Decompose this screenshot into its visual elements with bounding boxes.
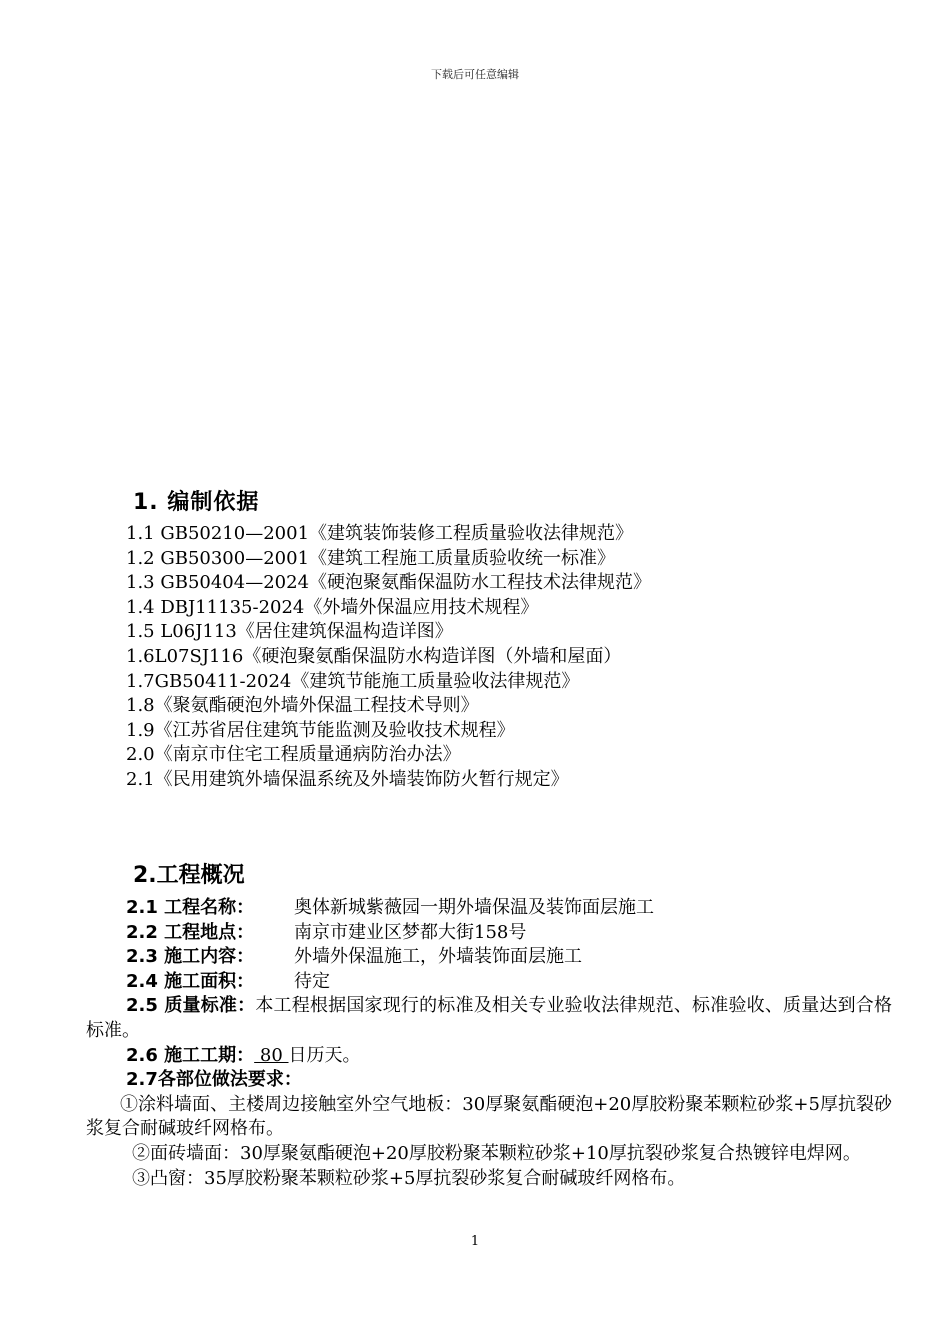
project-location-value: 南京市建业区梦都大街158号: [294, 921, 527, 943]
reference-item: 1.6L07SJ116《硬泡聚氨酯保温防水构造详图（外墙和屋面）: [126, 645, 622, 667]
requirement-paint-wall: ①涂料墙面、主楼周边接触室外空气地板：30厚聚氨酯硬泡+20厚胶粉聚苯颗粒砂浆+5厚抗裂砂浆复合耐碱玻纤网格布。: [86, 1093, 892, 1140]
construction-content-value: 外墙外保温施工，外墙装饰面层施工: [294, 946, 582, 968]
quality-standard-value: 本工程根据国家现行的标准及相关专业验收法律规范、标准验收、质量达到合格标准。: [86, 995, 893, 1041]
project-name-label: 2.1 工程名称：: [126, 897, 255, 918]
construction-area-label: 2.4 施工面积：: [126, 970, 255, 992]
requirement-tile-wall: ②面砖墙面：30厚聚氨酯硬泡+20厚胶粉聚苯颗粒砂浆+10厚抗裂砂浆复合热镀锌电焊网。: [132, 1142, 861, 1164]
quality-standard-paragraph: [86, 994, 892, 1043]
reference-item: 1.7GB50411-2024《建筑节能施工质量验收法律规范》: [126, 670, 580, 692]
reference-list: [126, 522, 651, 793]
construction-area-value: 待定: [294, 970, 330, 992]
construction-period-value: 80: [254, 1044, 289, 1066]
requirements-title: 2.7各部位做法要求：: [126, 1069, 302, 1091]
construction-period-row: [86, 1044, 892, 1069]
reference-item: 1.8《聚氨酯硬泡外墙外保温工程技术导则》: [126, 695, 479, 717]
reference-item: 1.3 GB50404—2024《硬泡聚氨酯保温防水工程技术法律规范》: [126, 572, 652, 594]
reference-item: 2.0《南京市住宅工程质量通病防治办法》: [126, 744, 461, 766]
construction-content-label: 2.3 施工内容：: [126, 946, 255, 968]
section-2-title: 2.工程概况: [133, 863, 245, 888]
page-number: 1: [470, 1234, 480, 1249]
project-location-label: 2.2 工程地点：: [126, 921, 255, 943]
construction-content-row: [86, 945, 892, 970]
project-overview: [86, 896, 892, 1191]
construction-area-row: [86, 970, 892, 995]
reference-item: 1.4 DBJ11135-2024《外墙外保温应用技术规程》: [126, 596, 539, 618]
project-name-row: [86, 896, 892, 921]
construction-period-unit: 日历天。: [288, 1044, 361, 1066]
project-name-value: 奥体新城紫薇园一期外墙保温及装饰面层施工: [294, 897, 654, 918]
quality-standard-label: 2.5 质量标准：: [126, 995, 256, 1017]
project-location-row: [86, 921, 892, 946]
section-1-title: 1. 编制依据: [133, 490, 260, 515]
requirement-bay-window: ③凸窗：35厚胶粉聚苯颗粒砂浆+5厚抗裂砂浆复合耐碱玻纤网格布。: [132, 1167, 686, 1189]
reference-item: 1.9《江苏省居住建筑节能监测及验收技术规程》: [126, 719, 515, 741]
construction-period-label: 2.6 施工工期：: [126, 1044, 255, 1066]
reference-item: 1.1 GB50210—2001《建筑装饰装修工程质量验收法律规范》: [126, 523, 634, 544]
requirements-title-row: [86, 1068, 892, 1093]
reference-item: 2.1《民用建筑外墙保温系统及外墙装饰防火暂行规定》: [126, 768, 569, 790]
page-header: 下载后可任意编辑: [431, 68, 519, 81]
reference-item: 1.2 GB50300—2001《建筑工程施工质量质验收统一标准》: [126, 547, 616, 569]
reference-item: 1.5 L06J113《居住建筑保温构造详图》: [126, 621, 453, 643]
